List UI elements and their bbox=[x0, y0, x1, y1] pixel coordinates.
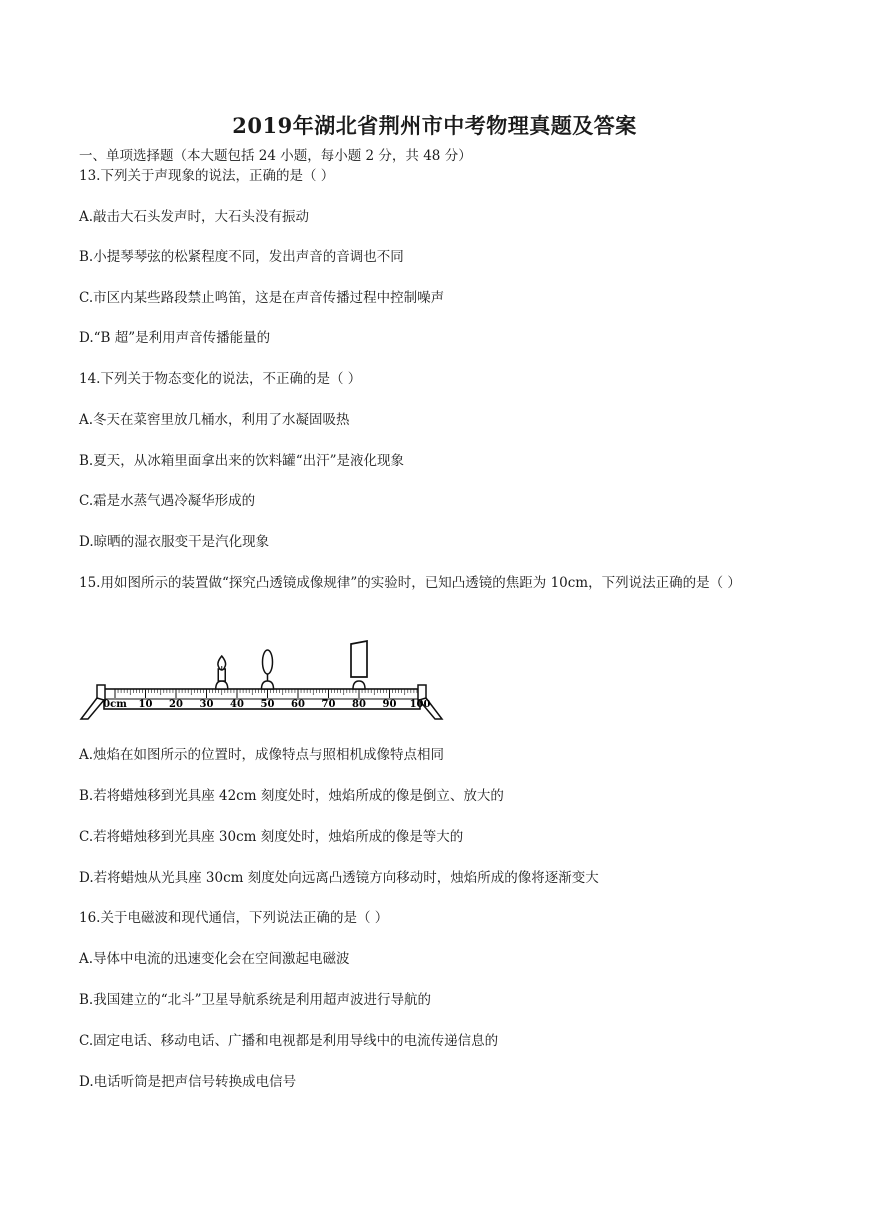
question-13-option-d: D.“B 超”是利用声音传播能量的 bbox=[79, 330, 271, 346]
question-13-option-c: C.市区内某些路段禁止鸣笛，这是在声音传播过程中控制噪声 bbox=[79, 290, 445, 306]
ruler-label: 10 bbox=[138, 699, 153, 710]
page-title: 2019年湖北省荆州市中考物理真题及答案 bbox=[232, 113, 637, 138]
ruler-label: 40 bbox=[230, 699, 244, 710]
candle bbox=[216, 656, 228, 689]
question-14-option-a: A.冬天在菜窖里放几桶水，利用了水凝固吸热 bbox=[79, 412, 350, 428]
question-15-option-a: A.烛焰在如图所示的位置时，成像特点与照相机成像特点相同 bbox=[79, 747, 445, 763]
ruler-label: 100 bbox=[409, 699, 431, 710]
question-14-option-c: C.霜是水蒸气遇冷凝华形成的 bbox=[79, 493, 256, 509]
ruler-label: 90 bbox=[382, 699, 397, 710]
left-leg bbox=[81, 698, 104, 719]
convex-lens bbox=[262, 650, 274, 689]
section-heading: 一、单项选择题（本大题包括 24 小题，每小题 2 分，共 48 分） bbox=[79, 148, 472, 164]
question-13-stem: 13.下列关于声现象的说法，正确的是（ ） bbox=[79, 168, 335, 184]
ruler-label: 30 bbox=[199, 699, 214, 710]
ruler-label: 0cm bbox=[103, 699, 127, 710]
question-13-option-a: A.敲击大石头发声时，大石头没有振动 bbox=[79, 209, 310, 225]
question-14-stem: 14.下列关于物态变化的说法，不正确的是（ ） bbox=[79, 371, 362, 387]
optical-bench-figure bbox=[78, 640, 458, 730]
ruler-label: 70 bbox=[321, 699, 336, 710]
question-16-option-c: C.固定电话、移动电话、广播和电视都是利用导线中的电流传递信息的 bbox=[79, 1033, 499, 1049]
ruler-label: 80 bbox=[352, 699, 366, 710]
question-16-stem: 16.关于电磁波和现代通信，下列说法正确的是（ ） bbox=[79, 910, 389, 926]
question-16-option-d: D.电话听筒是把声信号转换成电信号 bbox=[79, 1074, 297, 1090]
question-16-option-a: A.导体中电流的迅速变化会在空间激起电磁波 bbox=[79, 951, 350, 967]
question-15-stem: 15.用如图所示的装置做“探究凸透镜成像规律”的实验时，已知凸透镜的焦距为 10cm，下列说法正确的是（ ） bbox=[79, 575, 741, 591]
question-14-option-b: B.夏天，从冰箱里面拿出来的饮料罐“出汗”是液化现象 bbox=[79, 453, 405, 469]
question-13-option-b: B.小提琴琴弦的松紧程度不同，发出声音的音调也不同 bbox=[79, 249, 404, 265]
question-15-option-c: C.若将蜡烛移到光具座 30cm 刻度处时，烛焰所成的像是等大的 bbox=[79, 829, 464, 845]
question-16-option-b: B.我国建立的“北斗”卫星导航系统是利用超声波进行导航的 bbox=[79, 992, 432, 1008]
question-15-option-d: D.若将蜡烛从光具座 30cm 刻度处向远离凸透镜方向移动时，烛焰所成的像将逐渐变大 bbox=[79, 870, 599, 886]
question-14-option-d: D.晾晒的湿衣服变干是汽化现象 bbox=[79, 534, 270, 550]
ruler-label: 50 bbox=[260, 699, 275, 710]
ruler-label: 60 bbox=[291, 699, 305, 710]
ruler-label: 20 bbox=[169, 699, 183, 710]
light-screen bbox=[351, 641, 367, 689]
question-15-option-b: B.若将蜡烛移到光具座 42cm 刻度处时，烛焰所成的像是倒立、放大的 bbox=[79, 788, 504, 804]
